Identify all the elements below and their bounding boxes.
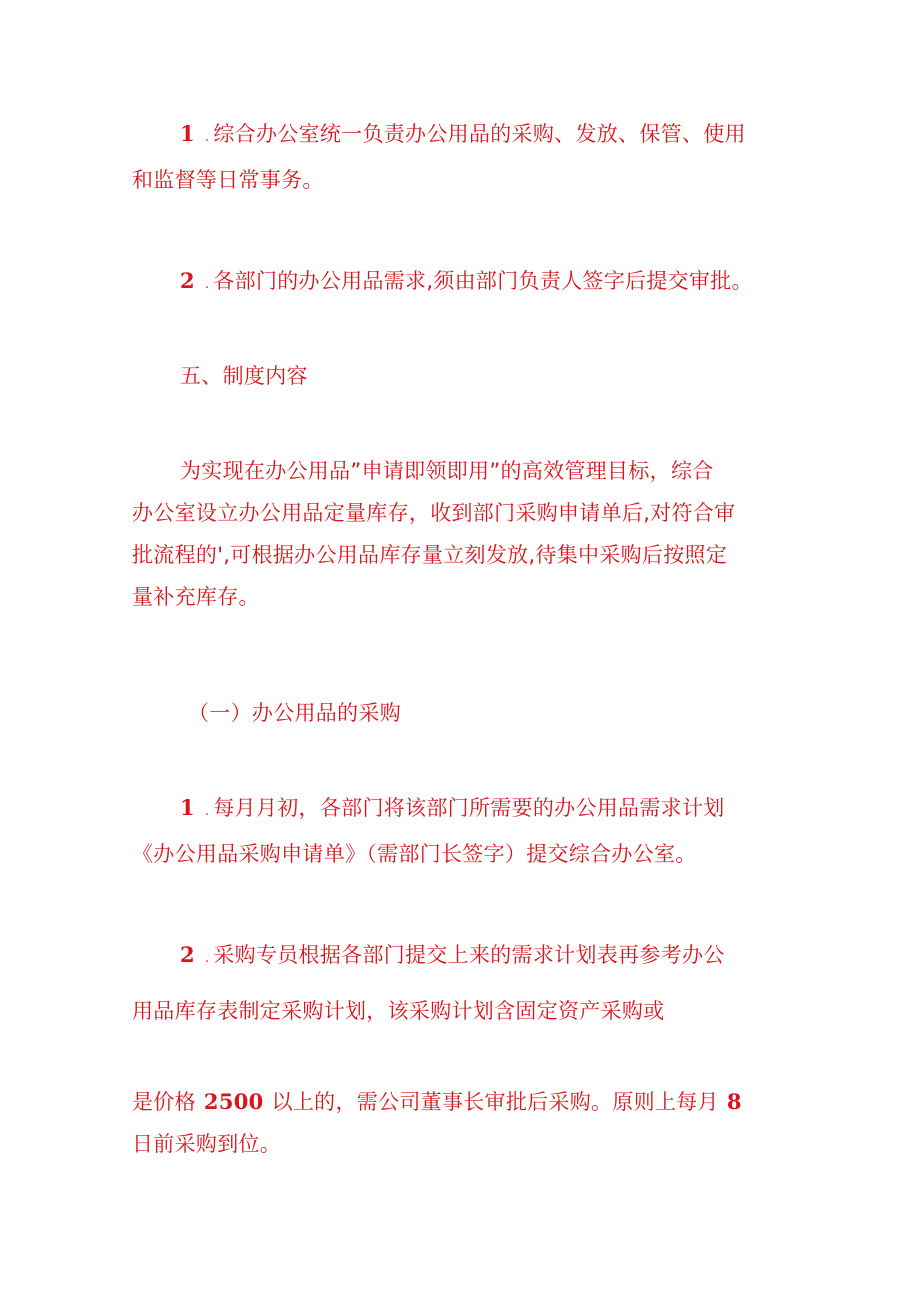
paragraph-4: [132, 787, 804, 875]
paragraph-5-line-1: 采购专员根据各部门提交上来的需求计划表再参考办公: [213, 943, 725, 967]
paragraph-3-line-1: 为实现在办公用品”申请即领即用”的高效管理目标，综合: [180, 459, 714, 483]
paragraph-6-prefix: 是价格: [132, 1090, 196, 1114]
item-dot: .: [204, 277, 210, 292]
item-dot: .: [204, 804, 210, 819]
paragraph-5: [132, 934, 804, 1032]
paragraph-2: [132, 260, 804, 306]
paragraph-2-line-1: 各部门的办公用品需求,须由部门负责人签字后提交审批。: [213, 269, 753, 293]
paragraph-5-line-2: 用品库存表制定采购计划，该采购计划含固定资产采购或: [132, 999, 665, 1023]
paragraph-3-line-4: 量补充库存。: [132, 585, 260, 609]
paragraph-3-line-2: 办公室设立办公用品定量库存，收到部门采购申请单后,对符合审: [132, 501, 736, 525]
paragraph-3: [132, 450, 804, 618]
paragraph-6-line-2: 日前采购到位。: [132, 1132, 282, 1156]
item-number: 2: [180, 268, 195, 293]
paragraph-4-line-2: 《办公用品采购申请单》（需部门长签字）提交综合办公室。: [132, 842, 697, 866]
item-dot: .: [204, 951, 210, 966]
amount-value: 2500: [203, 1089, 264, 1114]
paragraph-6: [132, 1081, 804, 1165]
paragraph-6-middle: 以上的，需公司董事长审批后采购。原则上每月: [271, 1090, 719, 1114]
section-heading-5: 五、制度内容: [180, 364, 308, 388]
paragraph-1: [132, 113, 804, 201]
day-value: 8: [726, 1089, 742, 1114]
item-dot: .: [204, 130, 210, 145]
item-number: 1: [180, 795, 195, 820]
paragraph-4-line-1: 每月月初，各部门将该部门所需要的办公用品需求计划: [213, 796, 725, 820]
item-number: 2: [180, 942, 195, 967]
subsection-heading-1: （一）办公用品的采购: [188, 701, 401, 725]
paragraph-1-line-2: 和监督等日常事务。: [132, 168, 324, 192]
paragraph-1-line-1: 综合办公室统一负责办公用品的采购、发放、保管、使用: [213, 122, 746, 146]
paragraph-3-line-3: 批流程的',可根据办公用品库存量立刻发放,待集中采购后按照定: [132, 543, 728, 567]
item-number: 1: [180, 121, 195, 146]
